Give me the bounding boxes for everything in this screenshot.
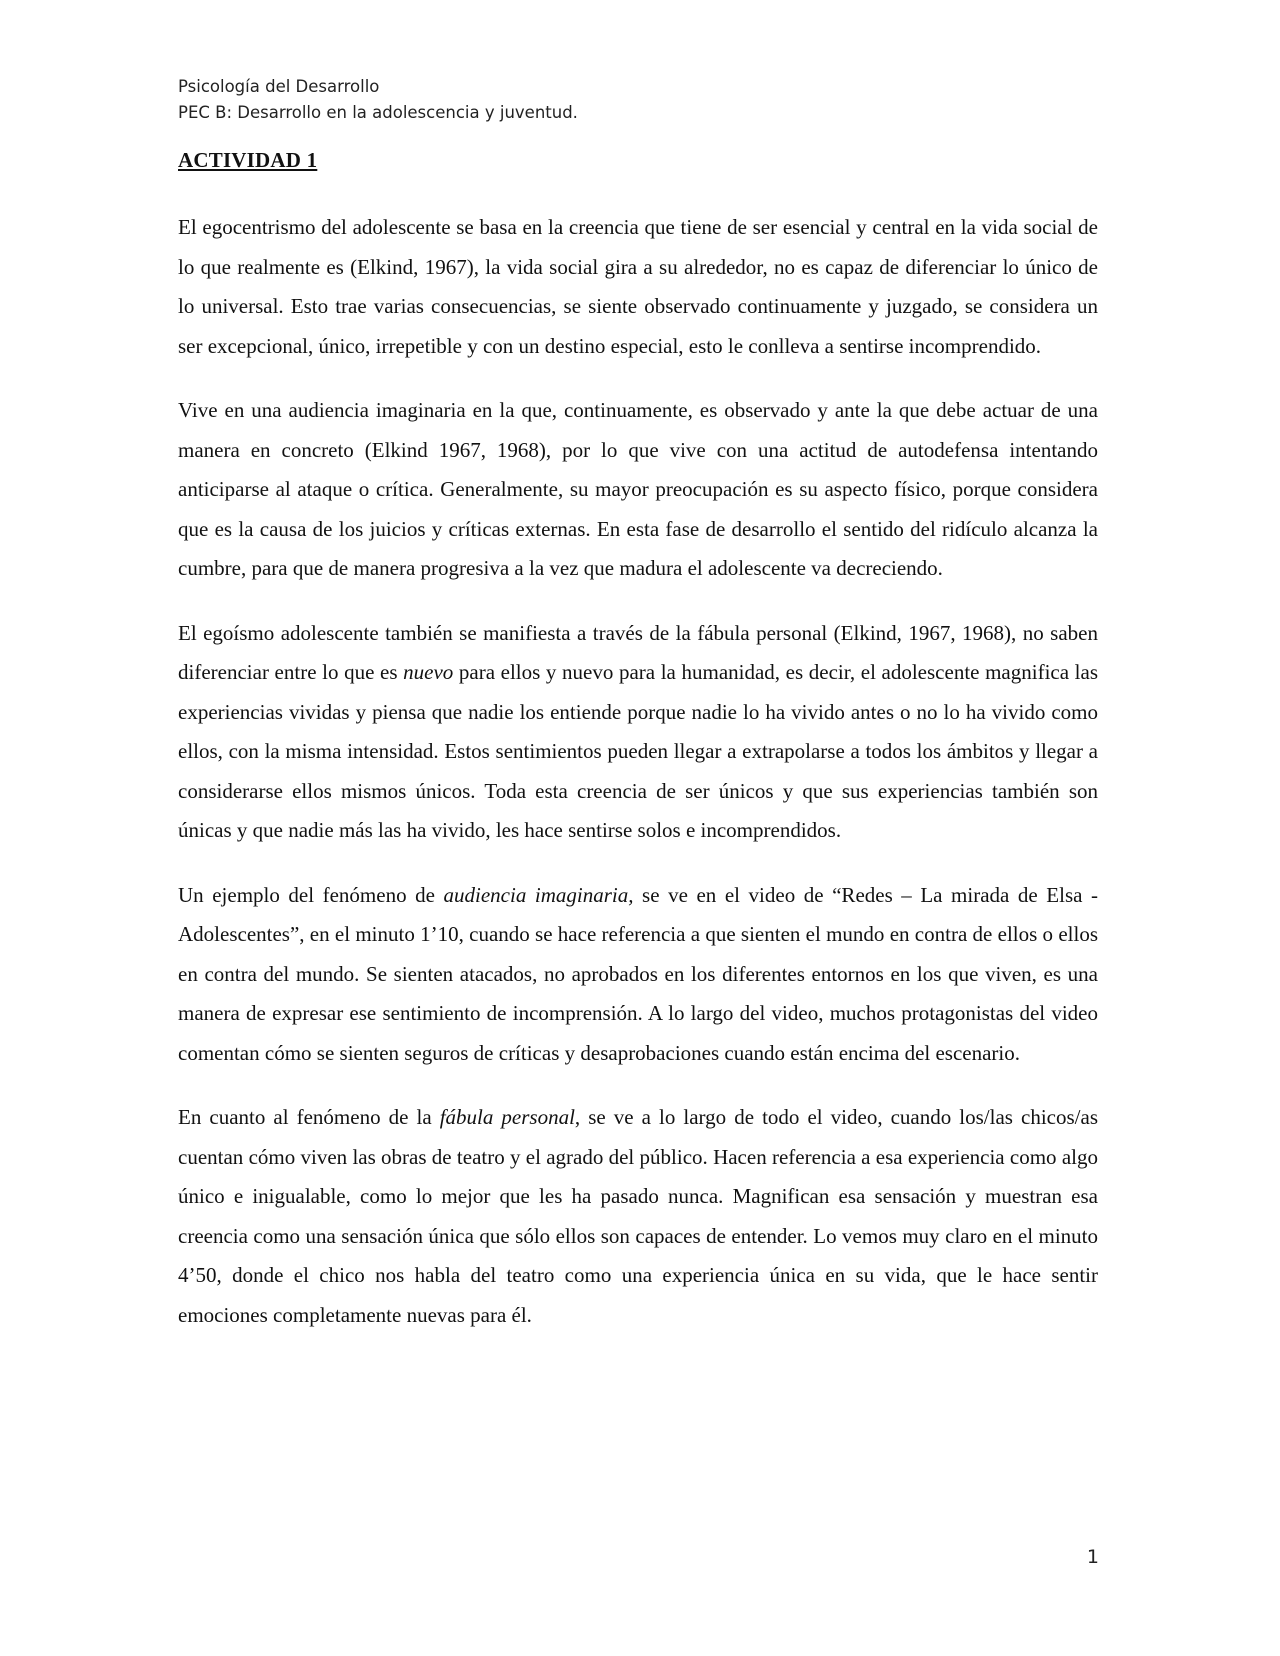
page-header: [178, 74, 578, 126]
section-title: ACTIVIDAD 1: [178, 148, 318, 172]
paragraph-4: [178, 876, 1098, 1074]
paragraph-2: Vive en una audiencia imaginaria en la que, continuamente, es observado y ante la que debe actuar de una manera en concreto (Elkind 1967, 1968), por lo que vive con una actitud de autodefensa intentando anticiparse al ataque o crítica. Generalmente, su mayor preocupación es su aspecto físico, porque considera que es la causa de los juicios y críticas externas. En esta fase de desarrollo el sentido del ridículo alcanza la cumbre, para que de manera progresiva a la vez que madura el adolescente va decreciendo.: [178, 398, 1098, 580]
paragraph-4-text-b: se ve en el video de “Redes – La mirada de Elsa - Adolescentes”, en el minuto 1’10, cuando se hace referencia a que sienten el mundo en contra de ellos o ellos en contra del mundo. Se sienten atacados, no aprobados en los diferentes entornos en los que viven, es una manera de expresar ese sentimiento de incomprensión. A lo largo del video, muchos protagonistas del video comentan cómo se sienten seguros de críticas y desaprobaciones cuando están encima del escenario.: [178, 882, 1098, 1065]
paragraph-4-italic: audiencia imaginaria,: [443, 882, 634, 907]
paragraph-3-text-b: para ellos y nuevo para la humanidad, es decir, el adolescente magnifica las experiencias vividas y piensa que nadie los entiende porque nadie lo ha vivido antes o no lo ha vivido como ellos, con la misma intensidad. Estos sentimientos pueden llegar a extrapolarse a todos los ámbitos y llegar a considerarse ellos mismos únicos. Toda esta creencia de ser únicos y que sus experiencias también son únicas y que nadie más las ha vivido, les hace sentirse solos e incomprendidos.: [178, 660, 1098, 842]
paragraph-3: [178, 614, 1098, 851]
document-body: [178, 208, 1098, 1360]
paragraph-5: [178, 1098, 1098, 1335]
paragraph-5-italic: fábula personal: [439, 1105, 575, 1129]
paragraph-5-text-a: En cuanto al fenómeno de la: [178, 1105, 440, 1129]
header-course: Psicología del Desarrollo: [178, 77, 380, 96]
paragraph-4-text-a: Un ejemplo del fenómeno de: [178, 882, 444, 907]
paragraph-3-italic: nuevo: [403, 660, 454, 684]
paragraph-1: El egocentrismo del adolescente se basa en la creencia que tiene de ser esencial y central en la vida social de lo que realmente es (Elkind, 1967), la vida social gira a su alrededor, no es capaz de diferenciar lo único de lo universal. Esto trae varias consecuencias, se siente observado continuamente y juzgado, se considera un ser excepcional, único, irrepetible y con un destino especial, esto le conlleva a sentirse incomprendido.: [178, 215, 1098, 358]
paragraph-5-text-b: , se ve a lo largo de todo el video, cuando los/las chicos/as cuentan cómo viven las obras de teatro y el agrado del público. Hacen referencia a esa experiencia como algo único e inigualable, como lo mejor que les ha pasado nunca. Magnifican esa sensación y muestran esa creencia como una sensación única que sólo ellos son capaces de entender. Lo vemos muy claro en el minuto 4’50, donde el chico nos habla del teatro como una experiencia única en su vida, que le hace sentir emociones completamente nuevas para él.: [178, 1105, 1098, 1327]
header-assignment: PEC B: Desarrollo en la adolescencia y juventud.: [178, 103, 578, 122]
paragraph-3-text-a: El egoísmo adolescente también se manifiesta a través de la fábula personal (Elkind, 1967, 1968), no saben diferenciar entre lo que es: [178, 620, 1098, 684]
page-number: 1: [1086, 1546, 1099, 1568]
